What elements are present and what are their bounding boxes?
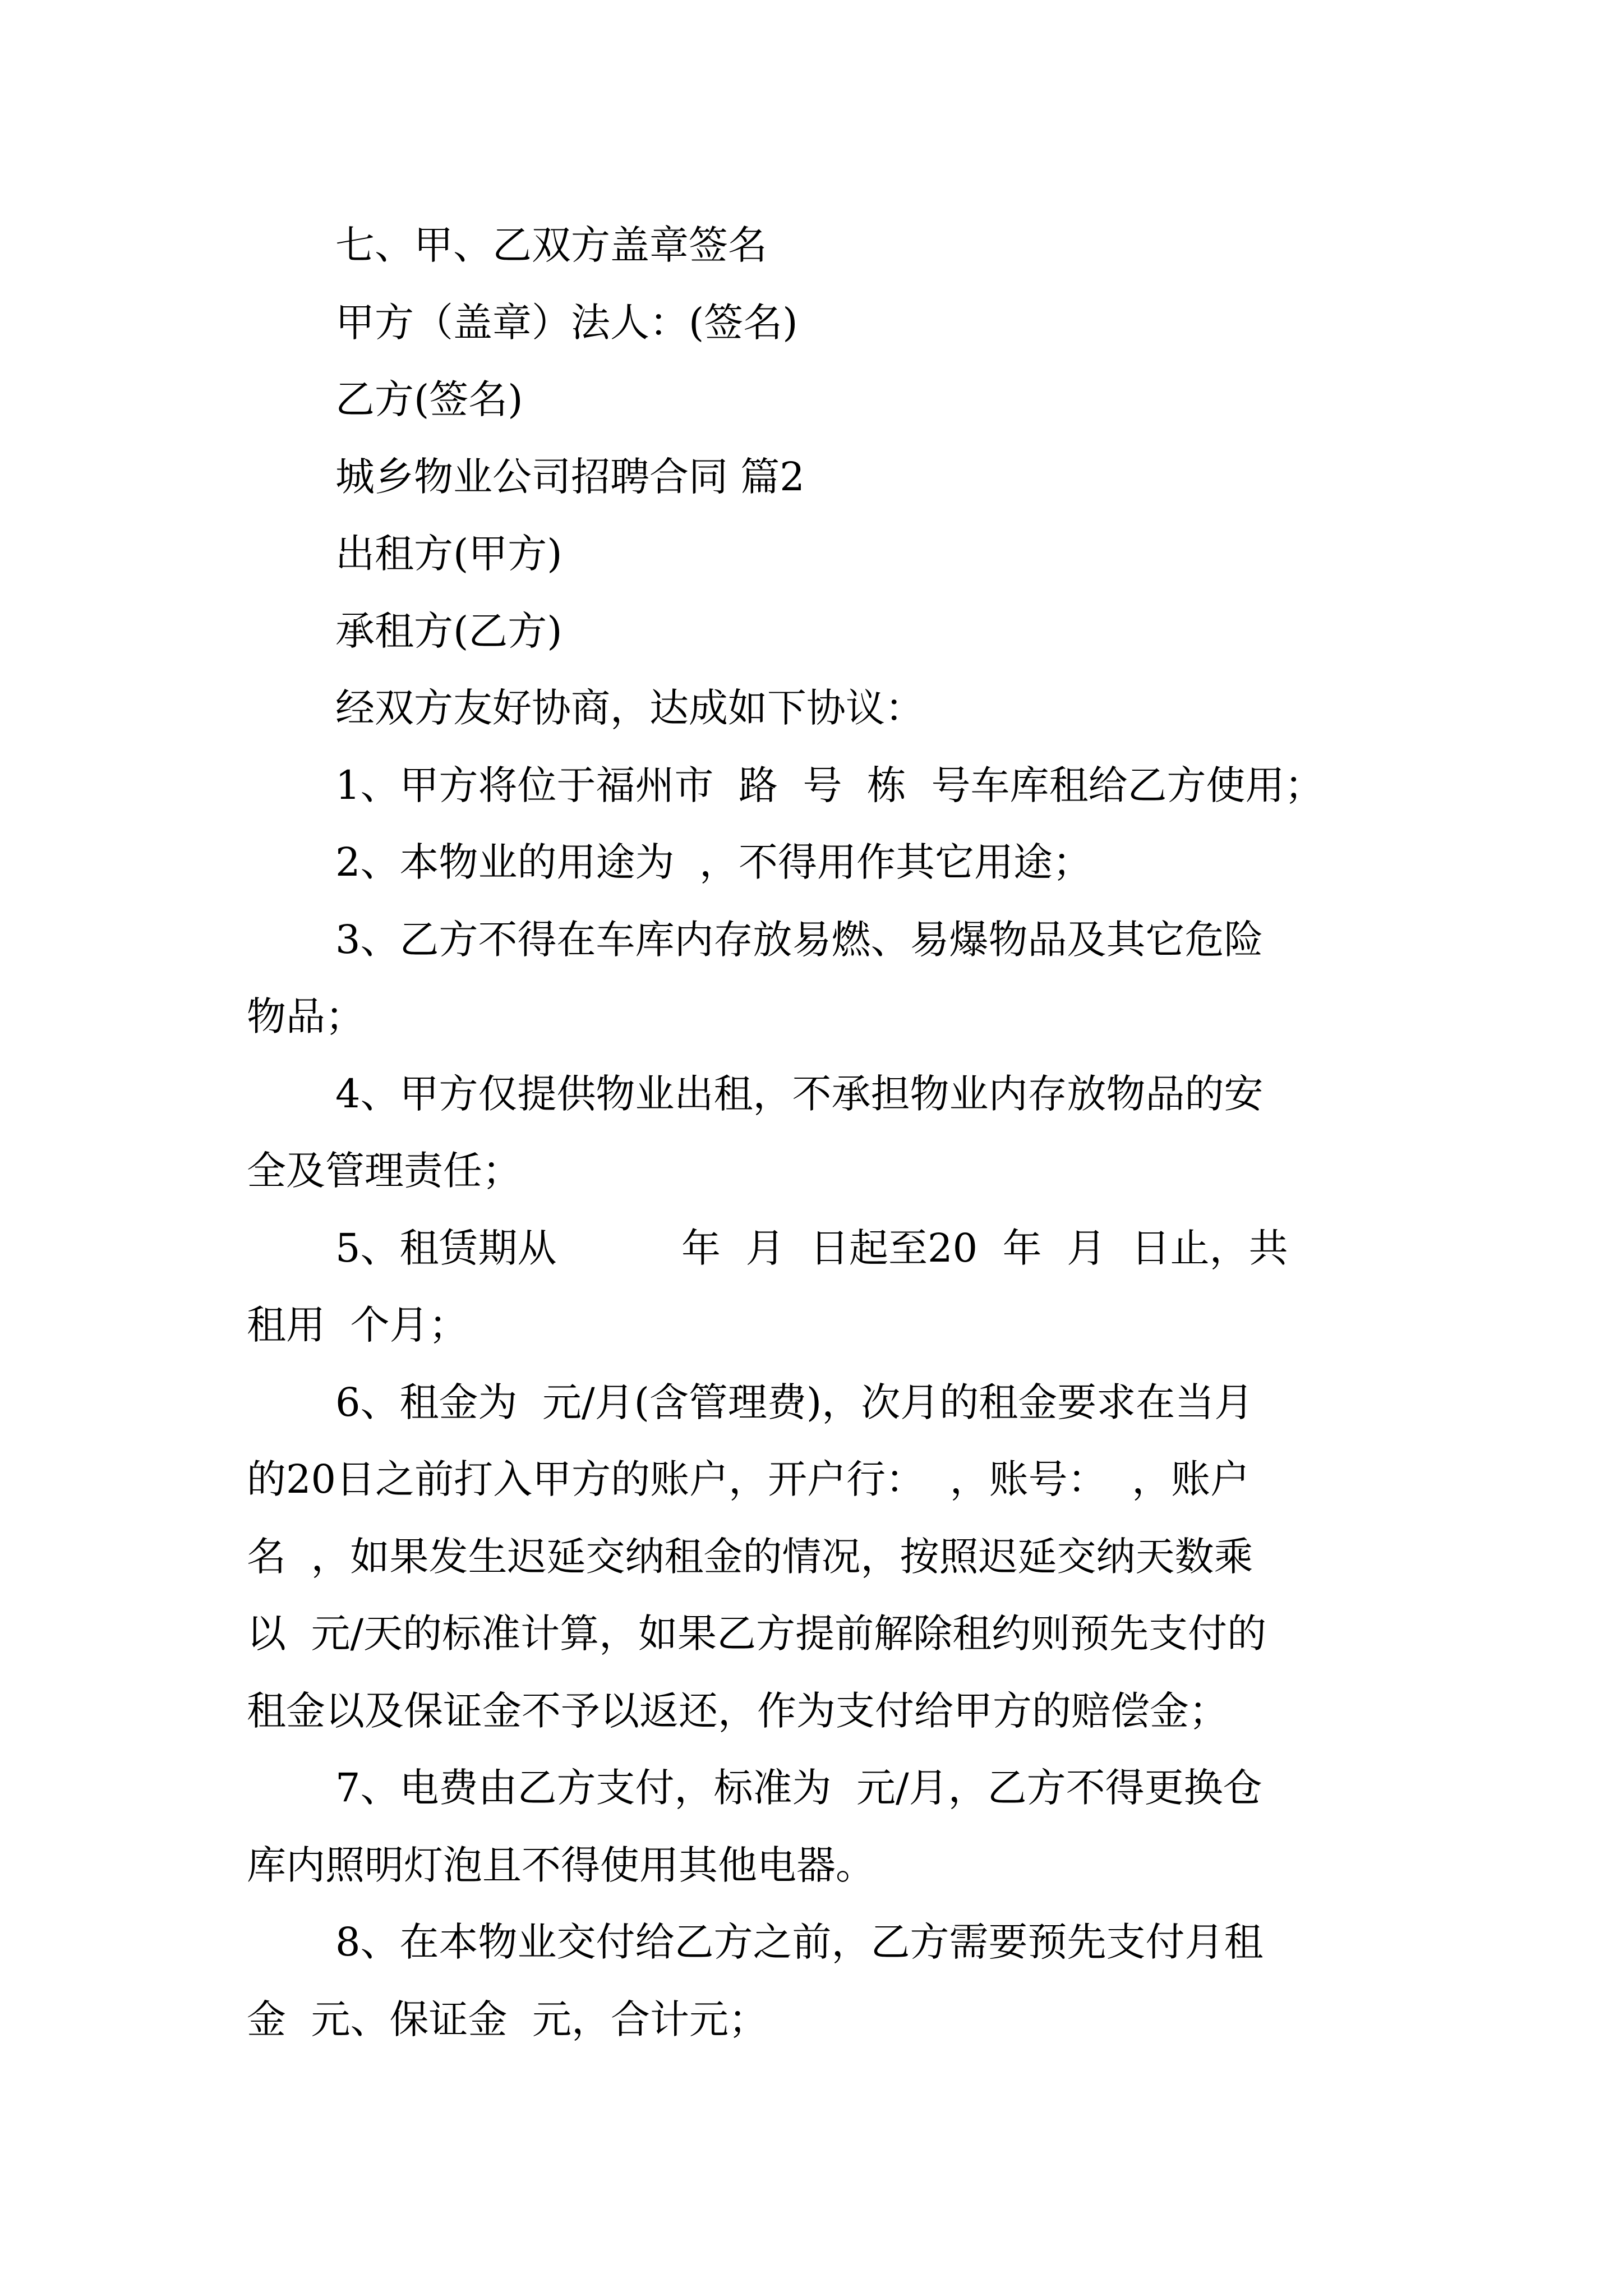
clause-8: 8、在本物业交付给乙方之前，乙方需要预先支付月租 bbox=[335, 1919, 1264, 1965]
clause-6-continued: 名 ，如果发生迟延交纳租金的情况，按照迟延交纳天数乘 bbox=[247, 1534, 1253, 1580]
clause-1: 1、甲方将位于福州市 路 号 栋 号车库租给乙方使用； bbox=[335, 762, 1324, 808]
clause-5-continued: 租用 个月； bbox=[247, 1302, 468, 1348]
lessor-line: 出租方(甲方) bbox=[335, 531, 562, 577]
party-a-signature-line: 甲方（盖章）法人：(签名) bbox=[335, 300, 798, 346]
clause-6-continued: 以 元/天的标准计算，如果乙方提前解除租约则预先支付的 bbox=[247, 1611, 1267, 1657]
clause-8-continued: 金 元、保证金 元，合计元； bbox=[247, 1996, 768, 2042]
clause-7-continued: 库内照明灯泡且不得使用其他电器。 bbox=[247, 1842, 875, 1888]
clause-5: 5、租赁期从 年 月 日起至20 年 月 日止，共 bbox=[335, 1225, 1288, 1271]
clause-4-continued: 全及管理责任； bbox=[247, 1148, 522, 1194]
clause-6: 6、租金为 元/月(含管理费)，次月的租金要求在当月 bbox=[335, 1379, 1254, 1425]
clause-6-continued: 租金以及保证金不予以返还，作为支付给甲方的赔偿金； bbox=[247, 1688, 1228, 1734]
contract-title: 城乡物业公司招聘合同 篇2 bbox=[335, 454, 805, 500]
clause-6-continued: 的20日之前打入甲方的账户，开户行： ，账号： ，账户 bbox=[247, 1456, 1250, 1502]
clause-4: 4、甲方仅提供物业出租，不承担物业内存放物品的安 bbox=[335, 1071, 1264, 1117]
clause-3-continued: 物品； bbox=[247, 993, 365, 1039]
party-b-signature-line: 乙方(签名) bbox=[335, 376, 523, 422]
section-heading-signatures: 七、甲、乙双方盖章签名 bbox=[335, 222, 767, 268]
lessee-line: 承租方(乙方) bbox=[335, 608, 562, 654]
agreement-intro: 经双方友好协商，达成如下协议： bbox=[335, 685, 924, 731]
clause-2: 2、本物业的用途为 ，不得用作其它用途； bbox=[335, 839, 1092, 885]
clause-7: 7、电费由乙方支付，标准为 元/月，乙方不得更换仓 bbox=[335, 1765, 1262, 1811]
clause-3: 3、乙方不得在车库内存放易燃、易爆物品及其它危险 bbox=[335, 917, 1264, 963]
